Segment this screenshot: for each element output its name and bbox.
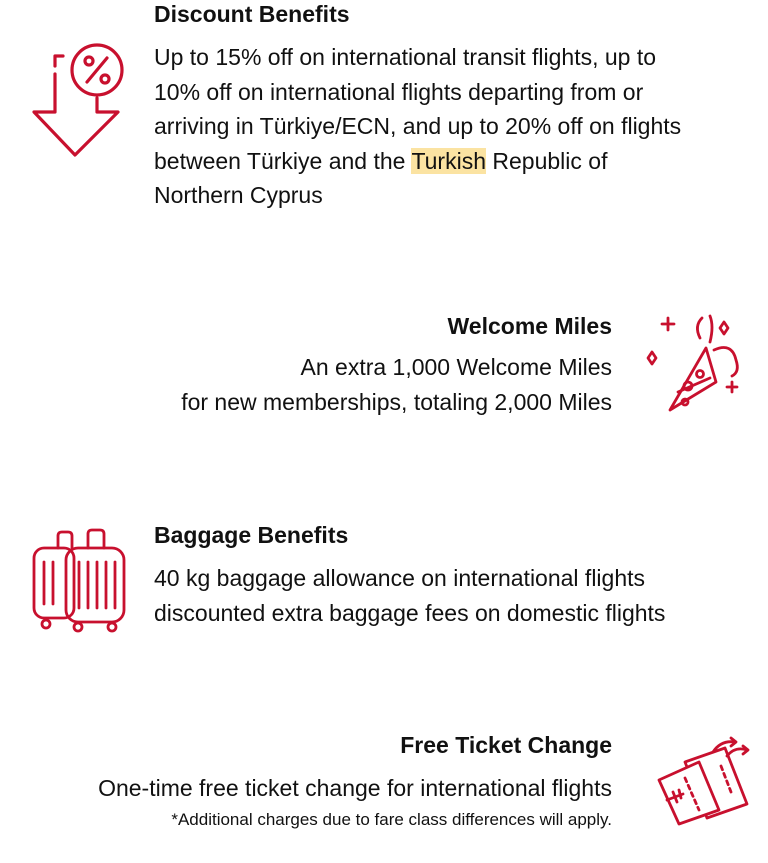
baggage-benefits-title: Baggage Benefits [154,522,349,548]
discount-benefits-description [154,40,754,213]
discount-line-4 [154,144,754,179]
discount-arrow-icon [31,42,127,160]
free-ticket-change-title: Free Ticket Change [400,732,612,758]
discount-line-4-end: Republic of [486,147,608,174]
discount-line-2: 10% off on international flights departing from or [154,78,644,105]
discount-line-1: Up to 15% off on international transit flights, up to [154,44,657,70]
baggage-line-1: 40 kg baggage allowance on international flights [154,565,646,591]
baggage-benefits-description [154,561,754,630]
discount-line-4-start: between Türkiye and the [154,147,412,174]
welcome-miles-title: Welcome Miles [447,313,612,339]
welcome-miles-description [100,350,612,419]
welcome-line-2: for new memberships, totaling 2,000 Miles [181,388,612,415]
fare-difference-note: *Additional charges due to fare class differences will apply. [171,809,612,829]
free-ticket-change-description [20,771,612,806]
luggage-icon [32,528,128,632]
welcome-line-1: An extra 1,000 Welcome Miles [300,354,612,380]
ticket-line-1: One-time free ticket change for international flights [98,775,612,801]
ticket-change-icon [655,738,751,824]
discount-line-5: Northern Cyprus [154,182,323,208]
discount-line-3: arriving in Türkiye/ECN, and up to 20% off on flights [154,113,682,139]
baggage-line-2: discounted extra baggage fees on domestic flights [154,599,666,626]
discount-benefits-title: Discount Benefits [154,1,350,27]
party-popper-icon [640,312,744,416]
highlighted-word: Turkish [411,147,486,174]
